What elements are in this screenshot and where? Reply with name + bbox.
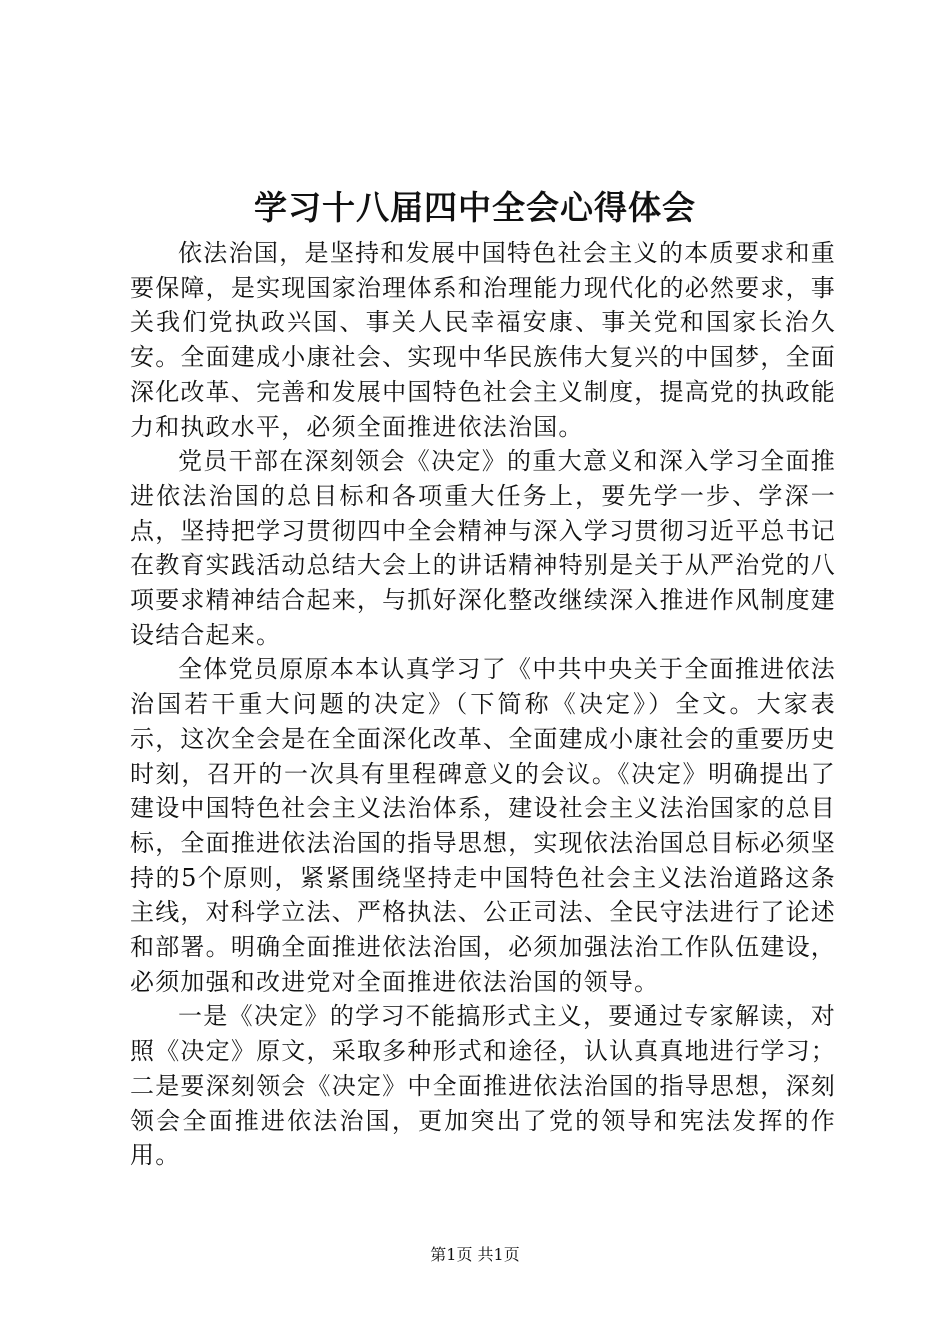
page-footer: 第1页 共1页 [430, 1245, 520, 1264]
paragraph-2: 党员干部在深刻领会《决定》的重大意义和深入学习全面推进依法治国的总目标和各项重大任务上，要先学一步、学深一点，坚持把学习贯彻四中全会精神与深入学习贯彻习近平总书记在教育实践活动总结大会上的讲话精神特别是关于从严治党的八项要求精神结合起来，与抓好深化整改继续深入推进作风制度建设结合起来。 [130, 447, 836, 649]
paragraph-1: 依法治国，是坚持和发展中国特色社会主义的本质要求和重要保障，是实现国家治理体系和治理能力现代化的必然要求，事关我们党执政兴国、事关人民幸福安康、事关党和国家长治久安。全面建成小康社会、实现中华民族伟大复兴的中国梦，全面深化改革、完善和发展中国特色社会主义制度，提高党的执政能力和执政水平，必须全面推进依法治国。 [130, 239, 836, 441]
paragraph-4: 一是《决定》的学习不能搞形式主义，要通过专家解读，对照《决定》原文，采取多种形式和途径，认认真真地进行学习；二是要深刻领会《决定》中全面推进依法治国的指导思想，深刻领会全面推进依法治国，更加突出了党的领导和宪法发挥的作用。 [130, 1002, 836, 1170]
document-title: 学习十八届四中全会心得体会 [254, 188, 696, 227]
paragraph-3: 全体党员原原本本认真学习了《中共中央关于全面推进依法治国若干重大问题的决定》（下简称《决定》）全文。大家表示，这次全会是在全面深化改革、全面建成小康社会的重要历史时刻，召开的一次具有里程碑意义的会议。《决定》明确提出了建设中国特色社会主义法治体系，建设社会主义法治国家的总目标，全面推进依法治国的指导思想，实现依法治国总目标必须坚持的5个原则，紧紧围绕坚持走中国特色社会主义法治道路这条主线，对科学立法、严格执法、公正司法、全民守法进行了论述和部署。明确全面推进依法治国，必须加强法治工作队伍建设，必须加强和改进党对全面推进依法治国的领导。 [130, 655, 836, 996]
document-body [130, 236, 836, 1173]
